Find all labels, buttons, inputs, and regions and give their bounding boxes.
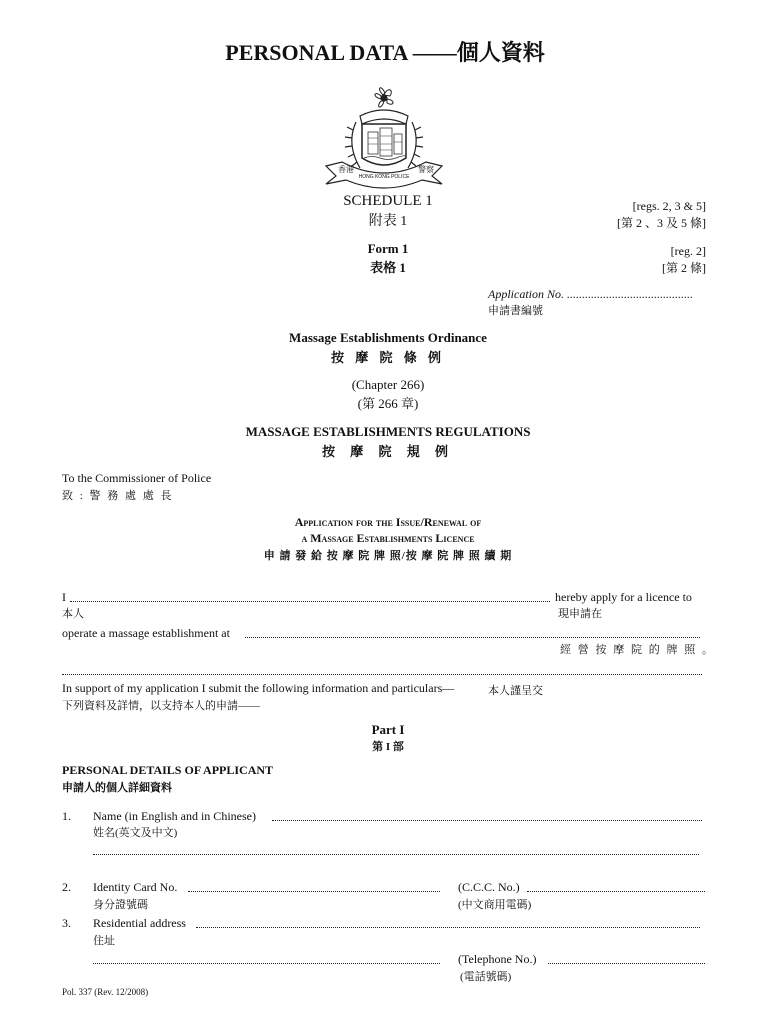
page-title: PERSONAL DATA ——個人資料 (225, 40, 545, 65)
name-label: Name (in English and in Chinese) (93, 809, 256, 823)
telephone-label-zh: (電話號碼) (460, 971, 512, 983)
application-no-label-zh: 申請書編號 (488, 305, 543, 317)
residential-address-label-zh: 住址 (93, 935, 115, 947)
ccc-label: (C.C.C. No.) (458, 880, 520, 894)
declaration-support-zh-a: 本人謹呈交 (488, 685, 543, 697)
establishment-address-line-2[interactable] (62, 674, 702, 675)
application-no-field[interactable]: Application No. .......................................... (488, 287, 693, 301)
residential-address-line-2[interactable] (93, 963, 440, 964)
personal-details-title: PERSONAL DETAILS OF APPLICANT (62, 763, 274, 777)
id-card-label-zh: 身分證號碼 (93, 899, 148, 911)
application-title-zh: 申 請 發 給 按 摩 院 牌 照/按 摩 院 牌 照 續 期 (263, 550, 513, 562)
declaration-apply-zh: 現申請在 (558, 608, 602, 620)
residential-address-label: Residential address (93, 916, 186, 930)
personal-details-title-zh: 申請人的個人詳細資料 (62, 782, 172, 794)
addressee-zh: 致 : 警 務 處 處 長 (62, 490, 174, 502)
id-card-label: Identity Card No. (93, 880, 178, 894)
application-title-line2: a Massage Establishments Licence (301, 531, 475, 545)
part-title-zh: 第 I 部 (372, 741, 404, 753)
form-code: Pol. 337 (Rev. 12/2008) (62, 987, 149, 997)
form-title-zh: 表格 1 (370, 260, 406, 275)
part-title: Part I (371, 722, 405, 737)
emblem-left-text: 香港 (338, 165, 354, 174)
name-field-line-2[interactable] (93, 854, 699, 855)
declaration-support-zh-b: 下列資料及詳情，以支持本人的申請—— (62, 700, 260, 712)
schedule-title: SCHEDULE 1 (343, 193, 433, 209)
establishment-address-line-1[interactable] (245, 637, 700, 638)
ordinance-name-zh: 按 摩 院 條 例 (330, 350, 445, 365)
ccc-field[interactable] (527, 891, 705, 892)
residential-address-line-1[interactable] (196, 927, 700, 928)
declaration-apply: hereby apply for a licence to (555, 590, 692, 604)
id-card-field[interactable] (188, 891, 440, 892)
item-number-2: 2. (62, 880, 71, 894)
emblem-ribbon-text: HONG KONG POLICE (358, 174, 410, 180)
declaration-i: I (62, 590, 66, 604)
ordinance-name: Massage Establishments Ordinance (289, 330, 487, 345)
declaration-support: In support of my application I submit the following information and particulars— (62, 681, 455, 695)
emblem-right-text: 警察 (418, 165, 434, 174)
form-reg-zh: [第 2 條] (662, 261, 706, 275)
item-number-1: 1. (62, 809, 71, 823)
telephone-label: (Telephone No.) (458, 952, 537, 966)
regulations-title: MASSAGE ESTABLISHMENTS REGULATIONS (245, 424, 531, 439)
declaration-operate: operate a massage establishment at (62, 626, 230, 640)
name-field-line-1[interactable] (272, 820, 702, 821)
chapter-number-zh: (第 266 章) (357, 396, 419, 411)
schedule-regs: [regs. 2, 3 & 5] (632, 199, 706, 213)
application-title-line1: Application for the Issue/Renewal of (294, 515, 482, 529)
item-number-3: 3. (62, 916, 71, 930)
name-label-zh: 姓名(英文及中文) (93, 827, 178, 839)
ccc-label-zh: (中文商用電碼) (458, 899, 532, 911)
form-title: Form 1 (367, 241, 409, 256)
addressee: To the Commissioner of Police (62, 471, 212, 485)
schedule-title-zh: 附表 1 (368, 214, 408, 229)
form-reg: [reg. 2] (670, 244, 706, 258)
regulations-title-zh: 按 摩 院 規 例 (321, 444, 454, 459)
declaration-i-zh: 本人 (62, 608, 84, 620)
chapter-number: (Chapter 266) (351, 377, 425, 392)
applicant-name-line[interactable] (70, 601, 550, 602)
schedule-regs-zh: [第 2 、3 及 5 條] (617, 216, 706, 230)
declaration-operate-zh: 經 營 按 摩 院 的 牌 照 。 (560, 644, 715, 656)
telephone-field[interactable] (548, 963, 705, 964)
